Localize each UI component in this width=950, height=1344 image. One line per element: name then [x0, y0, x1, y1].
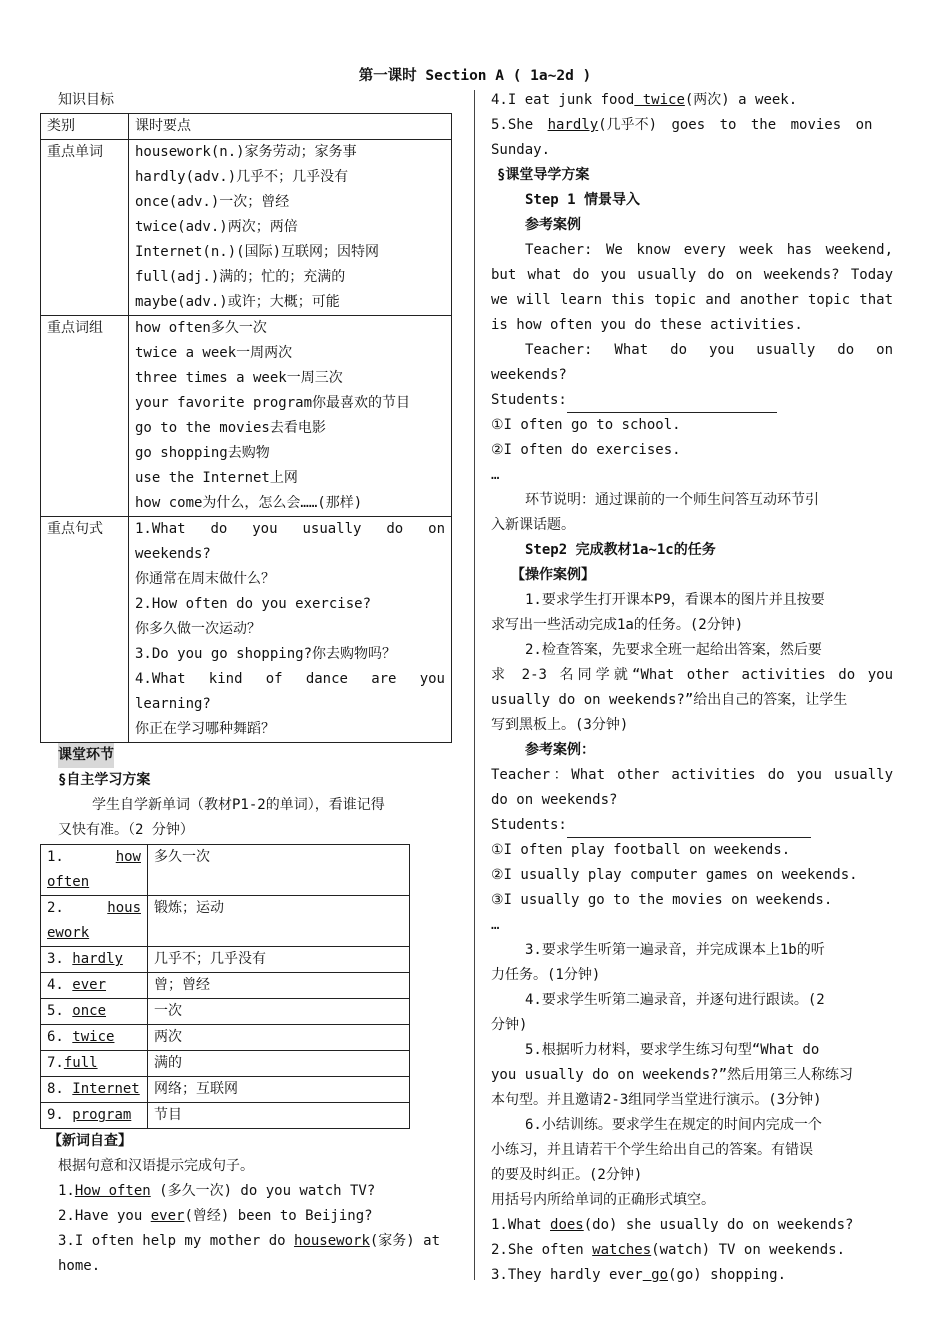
vocab-word: ever [72, 977, 107, 993]
table-row: 4. ever 曾；曾经 [41, 973, 410, 999]
table-header-row [41, 114, 452, 140]
table-head-points: 课时要点 [129, 114, 452, 140]
answer-blank [567, 394, 777, 413]
exercise-line: 2.Have you ever(曾经) been to Beijing? [58, 1208, 373, 1224]
answer: twice [634, 92, 685, 108]
list-item: weekends? [135, 546, 211, 562]
exercise-line: 4.I eat junk food twice(两次) a week. [491, 92, 798, 108]
exercise-line: 1.What does(do) she usually do on weekends? [491, 1217, 854, 1233]
vocab-meaning: 节目 [148, 1103, 410, 1129]
guide-title: §课堂导学方案 [497, 167, 590, 183]
page-title: 第一课时 Section A ( 1a~2d ) [358, 68, 592, 84]
vocab-word: hardly [72, 951, 123, 967]
list-item: ②I often do exercises. [491, 442, 681, 458]
paragraph: 1.要求学生打开课本P9，看课本的图片并且按要 [525, 592, 825, 608]
answer: ever [150, 1208, 185, 1224]
vocab-meaning: 多久一次 [148, 845, 410, 896]
answer: watches [592, 1242, 652, 1258]
list-item: 4.What kind of dance are you [135, 671, 445, 687]
table-row: 8. Internet 网络；互联网 [41, 1077, 410, 1103]
answer: go [642, 1267, 669, 1283]
list-item: twice(adv.)两次；两倍 [135, 219, 298, 235]
reference-case-heading: 参考案例： [525, 742, 595, 758]
list-item: use the Internet上网 [135, 470, 298, 486]
paragraph: 6.小结训练。要求学生在规定的时间内完成一个 [525, 1117, 822, 1133]
key-phrases-label: 重点词组 [41, 316, 129, 517]
paragraph: 环节说明：通过课前的一个师生问答互动环节引 [525, 492, 819, 508]
paragraph: usually do on weekends?”给出自己的答案，让学生 [491, 692, 848, 708]
table-row: 6. twice 两次 [41, 1025, 410, 1051]
list-item: 你通常在周末做什么？ [135, 571, 275, 587]
exercise-line: 5.She hardly(几乎不) goes to the movies on [491, 117, 873, 133]
check-title: 【新词自查】 [48, 1133, 132, 1149]
list-item: your favorite program你最喜欢的节目 [135, 395, 411, 411]
list-item: twice a week一周两次 [135, 345, 293, 361]
answer-blank [567, 819, 811, 838]
ellipsis: … [491, 917, 500, 933]
list-item: how come为什么，怎么会……(那样) [135, 495, 363, 511]
reference-case-heading: 参考案例 [525, 217, 581, 233]
fill-intro: 用括号内所给单词的正确形式填空。 [491, 1192, 715, 1208]
list-item: maybe(adv.)或许；大概；可能 [135, 294, 340, 310]
list-item: 你多久做一次运动？ [135, 621, 261, 637]
vocab-meaning: 两次 [148, 1025, 410, 1051]
list-item: ②I usually play computer games on weekends. [491, 867, 858, 883]
vocab-word: once [72, 1003, 107, 1019]
students-line: Students: [491, 813, 893, 838]
vocab-word: hous [107, 900, 141, 916]
self-study-title: §自主学习方案 [58, 772, 151, 788]
list-item: learning? [135, 696, 211, 712]
list-item: ③I usually go to the movies on weekends. [491, 892, 833, 908]
step2-heading: Step2 完成教材1a~1c的任务 [525, 542, 716, 558]
key-phrases-cell [129, 316, 452, 517]
key-sentences-cell [129, 517, 452, 743]
list-item: how often多久一次 [135, 320, 267, 336]
list-item: 3.Do you go shopping?你去购物吗？ [135, 646, 397, 662]
paragraph: 力任务。(1分钟) [491, 967, 601, 983]
key-words-cell [129, 140, 452, 316]
paragraph: 本句型。并且邀请2-3组同学当堂进行演示。(3分钟) [491, 1092, 822, 1108]
column-divider [474, 90, 475, 1280]
vocab-meaning: 一次 [148, 999, 410, 1025]
paragraph: 2.检查答案，先要求全班一起给出答案，然后要 [525, 642, 822, 658]
check-intro: 根据句意和汉语提示完成句子。 [58, 1158, 254, 1174]
students-line: Students: [491, 388, 893, 413]
paragraph: 的要及时纠正。(2分钟) [491, 1167, 643, 1183]
step1-heading: Step 1 情景导入 [525, 192, 641, 208]
list-item: three times a week一周三次 [135, 370, 343, 386]
table-row: 5. once 一次 [41, 999, 410, 1025]
paragraph: but what do you usually do on weekends? Today [491, 267, 893, 283]
table-row: 9. program 节目 [41, 1103, 410, 1129]
answer: housework [294, 1233, 370, 1249]
list-item: 1.What do you usually do on [135, 521, 445, 537]
exercise-line: 2.She often watches(watch) TV on weekends. [491, 1242, 846, 1258]
exercise-line: 3.I often help my mother do housework(家务) at [58, 1233, 441, 1249]
paragraph: 5.根据听力材料，要求学生练习句型“What do [525, 1042, 820, 1058]
vocab-meaning: 锻炼；运动 [148, 896, 410, 947]
ellipsis: … [491, 467, 500, 483]
paragraph: 分钟) [491, 1017, 528, 1033]
list-item: go to the movies去看电影 [135, 420, 326, 436]
list-item: ①I often play football on weekends. [491, 842, 791, 858]
paragraph: 求 2-3 名同学就“What other activities do you [491, 667, 893, 683]
paragraph: do on weekends? [491, 792, 618, 808]
answer: How often [74, 1183, 151, 1199]
left-column [40, 88, 452, 1279]
table-row: 7.full 满的 [41, 1051, 410, 1077]
list-item: Internet(n.)(国际)互联网；因特网 [135, 244, 380, 260]
vocab-word: ework [47, 925, 90, 941]
list-item: hardly(adv.)几乎不；几乎没有 [135, 169, 349, 185]
key-words-label: 重点单词 [41, 140, 129, 316]
class-section-heading: 课堂环节 [58, 743, 114, 768]
table-row: 2. hous ework 锻炼；运动 [41, 896, 410, 947]
paragraph: 小练习，并且请若干个学生给出自己的答案。有错误 [491, 1142, 813, 1158]
key-sentences-label: 重点句式 [41, 517, 129, 743]
vocab-table [40, 844, 410, 1129]
paragraph: is how often you do these activities. [491, 317, 803, 333]
vocab-word: twice [72, 1029, 115, 1045]
paragraph: we will learn this topic and another topic that [491, 292, 893, 308]
paragraph: Teacher: What do you usually do on [525, 342, 893, 358]
paragraph: 入新课话题。 [491, 517, 575, 533]
paragraph: 求写出一些活动完成1a的任务。(2分钟) [491, 617, 744, 633]
paragraph: 3.要求学生听第一遍录音，并完成课本上1b的听 [525, 942, 825, 958]
key-words-row [41, 140, 452, 316]
self-study-intro: 学生自学新单词（教材P1-2的单词），看谁记得 [92, 797, 385, 813]
paragraph: Teacher：What other activities do you usually [491, 767, 893, 783]
operation-case-heading: 【操作案例】 [511, 567, 595, 583]
vocab-word: full [63, 1055, 98, 1071]
knowledge-table [40, 113, 452, 743]
table-row: 1. how often 多久一次 [41, 845, 410, 896]
vocab-meaning: 曾；曾经 [148, 973, 410, 999]
vocab-word: Internet [72, 1081, 140, 1097]
paragraph: weekends? [491, 367, 567, 383]
exercise-line-cont: home. [58, 1258, 101, 1274]
paragraph: 4.要求学生听第二遍录音，并逐句进行跟读。(2 [525, 992, 825, 1008]
list-item: once(adv.)一次；曾经 [135, 194, 290, 210]
list-item: go shopping去购物 [135, 445, 270, 461]
answer: does [550, 1217, 584, 1233]
list-item: 2.How often do you exercise? [135, 596, 372, 612]
vocab-meaning: 满的 [148, 1051, 410, 1077]
table-row: 3. hardly 几乎不；几乎没有 [41, 947, 410, 973]
section-title: 知识目标 [58, 92, 114, 108]
list-item: full(adj.)满的；忙的；充满的 [135, 269, 346, 285]
key-phrases-row [41, 316, 452, 517]
self-study-intro-cont: 又快有准。（2 分钟） [58, 822, 194, 838]
list-item: housework(n.)家务劳动；家务事 [135, 144, 357, 160]
list-item: 你正在学习哪种舞蹈？ [135, 721, 275, 737]
vocab-meaning: 几乎不；几乎没有 [148, 947, 410, 973]
answer: hardly [547, 117, 599, 133]
exercise-line-cont: Sunday. [491, 142, 551, 158]
paragraph: 写到黑板上。(3分钟) [491, 717, 629, 733]
right-column [491, 88, 893, 1288]
paragraph: you usually do on weekends?”然后用第三人称练习 [491, 1067, 854, 1083]
vocab-word: how [115, 849, 141, 865]
paragraph: Teacher: We know every week has weekend, [525, 242, 893, 258]
vocab-meaning: 网络；互联网 [148, 1077, 410, 1103]
exercise-line: 1.How often (多久一次) do you watch TV? [58, 1183, 376, 1199]
exercise-line: 3.They hardly ever go(go) shopping. [491, 1267, 787, 1283]
list-item: ①I often go to school. [491, 417, 681, 433]
table-head-category: 类别 [41, 114, 129, 140]
key-sentences-row [41, 517, 452, 743]
vocab-word: program [72, 1107, 132, 1123]
vocab-word: often [47, 874, 90, 890]
